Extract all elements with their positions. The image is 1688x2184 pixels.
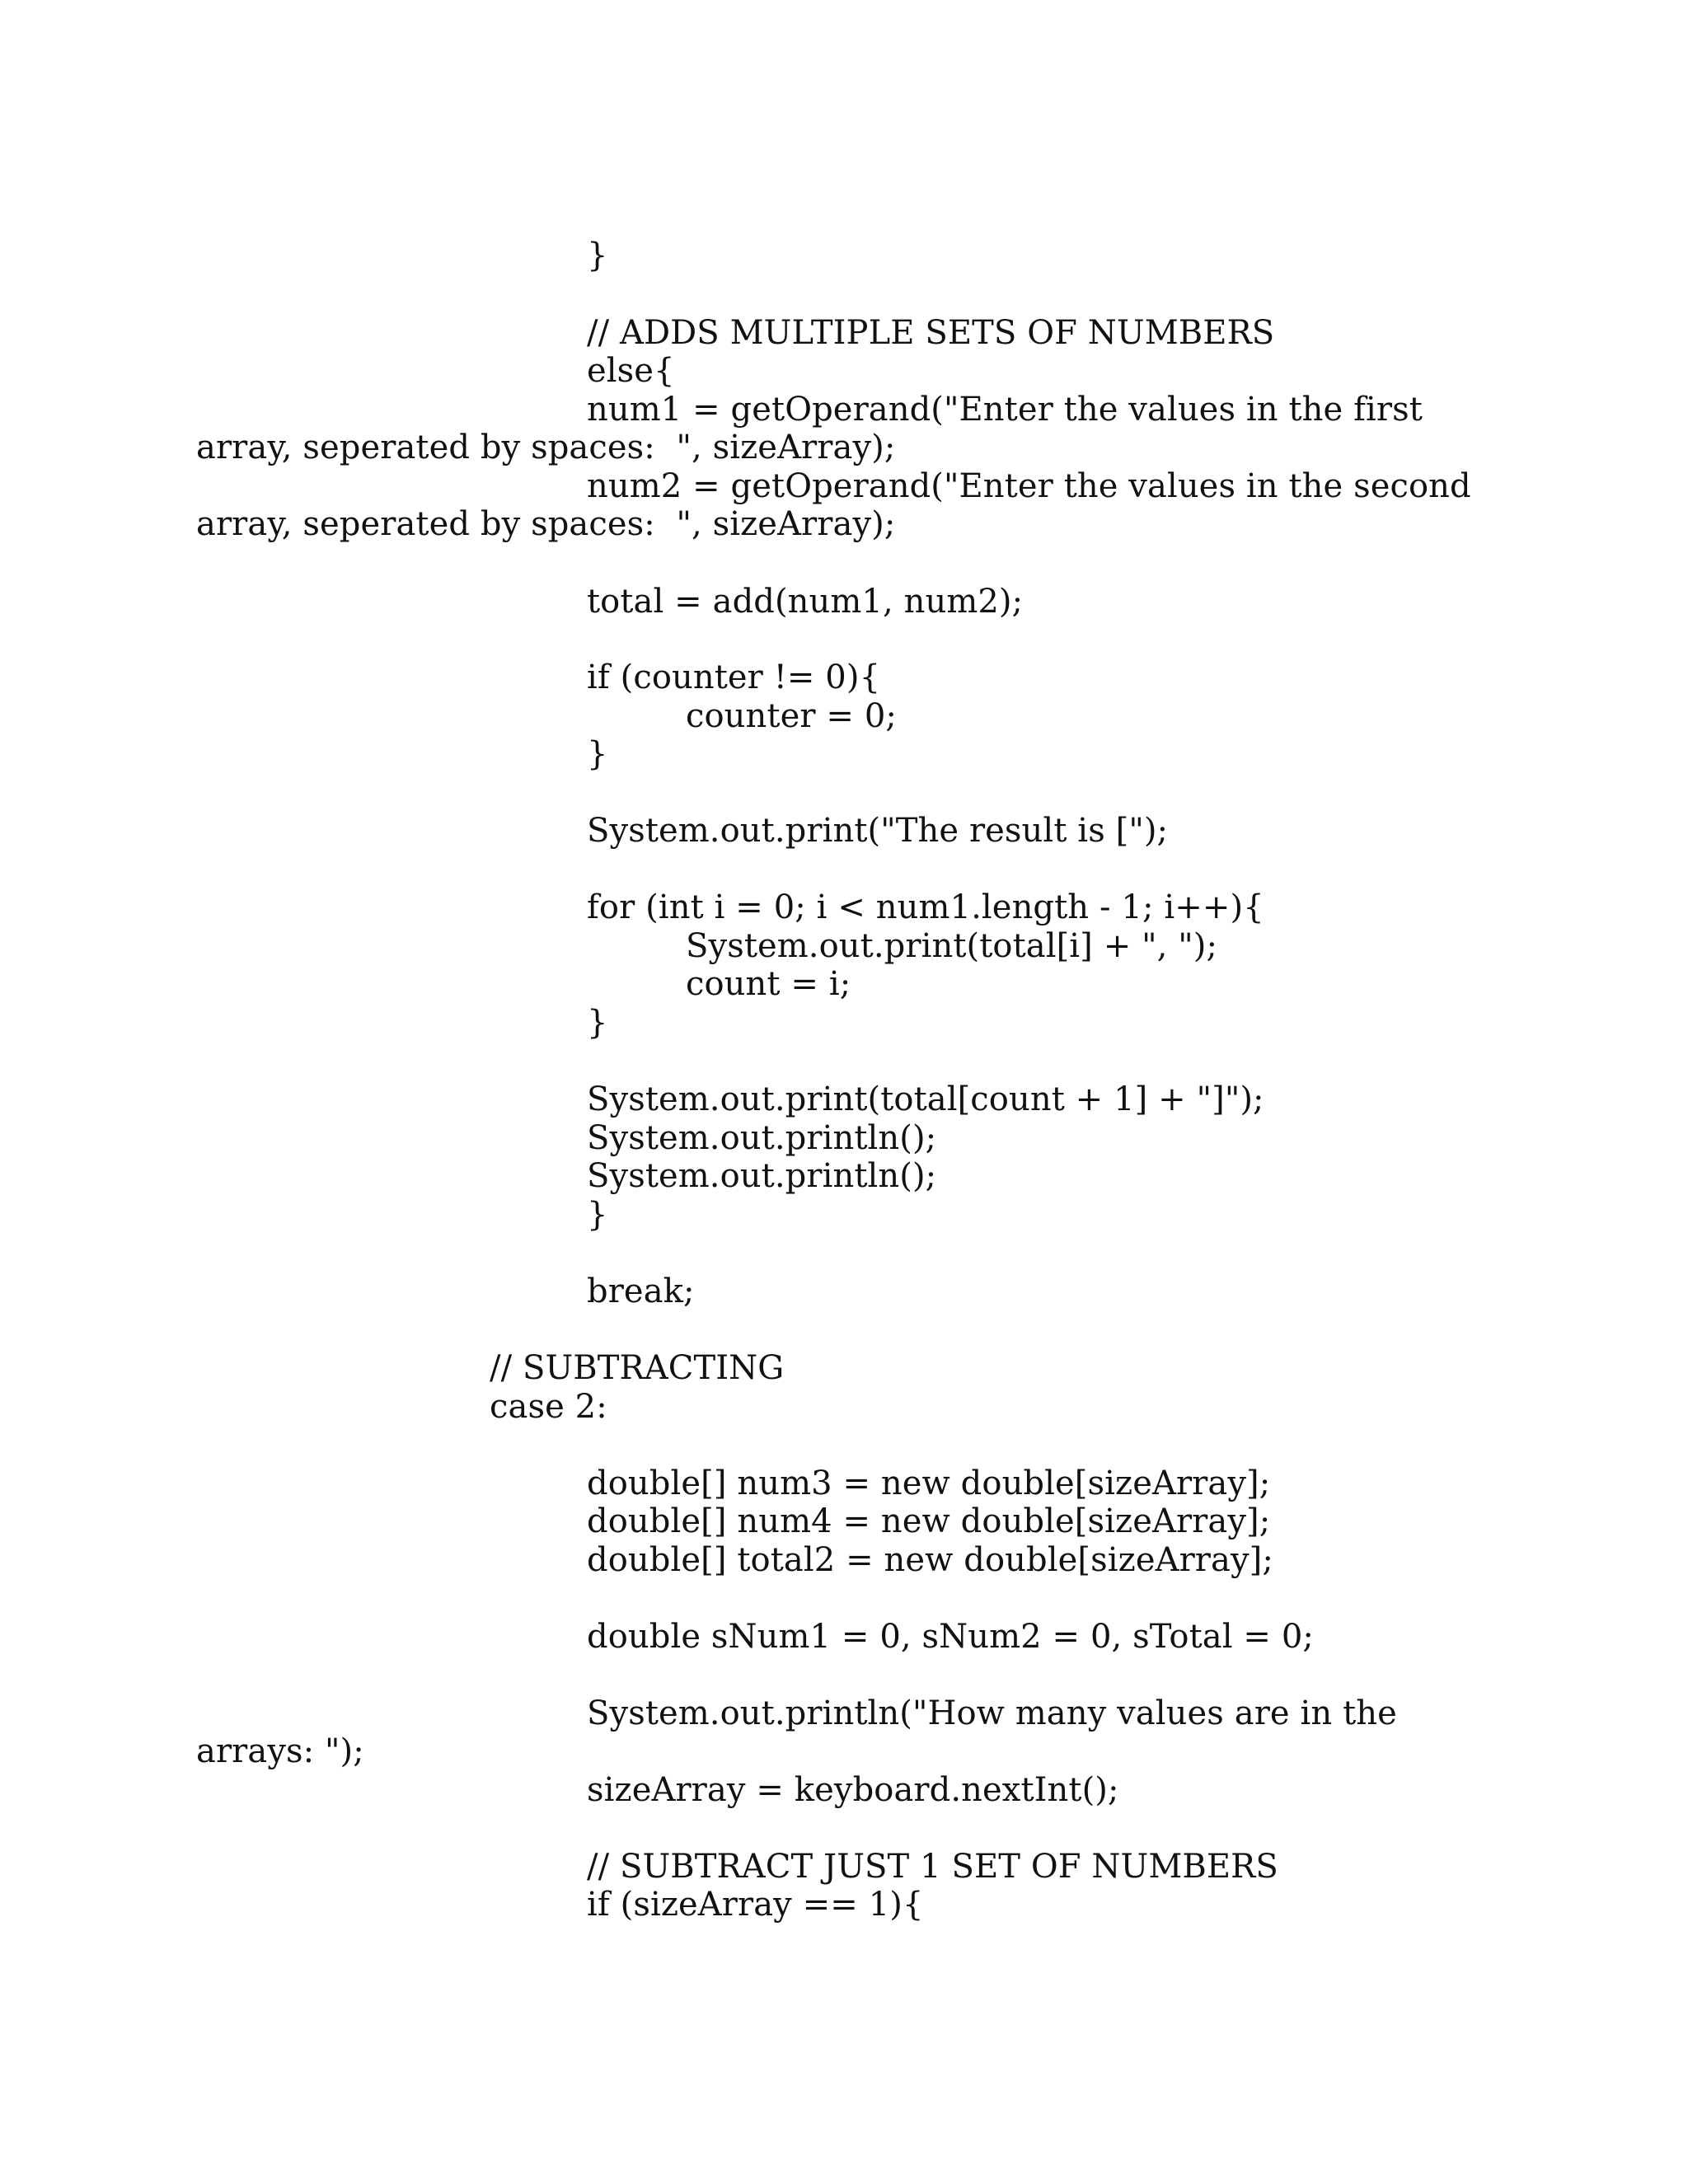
code-line-wrapped: array, seperated by spaces: ", sizeArray);	[196, 505, 896, 543]
code-line: double[] total2 = new double[sizeArray];	[587, 1541, 1273, 1579]
code-line: System.out.print(total[i] + ", ");	[686, 927, 1218, 965]
code-line: System.out.print("The result is [");	[587, 812, 1169, 850]
code-line: double[] num4 = new double[sizeArray];	[587, 1502, 1271, 1540]
code-line: if (counter != 0){	[587, 658, 881, 696]
code-line: double[] num3 = new double[sizeArray];	[587, 1465, 1271, 1502]
code-line: System.out.print(total[count + 1] + "]");	[587, 1080, 1264, 1118]
code-line: counter = 0;	[686, 697, 897, 735]
code-line: }	[587, 1004, 608, 1042]
code-line-wrapped: arrays: ");	[196, 1732, 364, 1770]
code-line: }	[587, 735, 608, 773]
code-line: }	[587, 1196, 608, 1234]
code-line: num1 = getOperand("Enter the values in the first	[587, 391, 1423, 429]
code-line: double sNum1 = 0, sNum2 = 0, sTotal = 0;	[587, 1618, 1314, 1656]
code-comment: // SUBTRACTING	[490, 1349, 785, 1387]
code-line: if (sizeArray == 1){	[587, 1886, 924, 1924]
code-line: }	[587, 237, 608, 274]
code-line: break;	[587, 1272, 695, 1310]
code-comment: // SUBTRACT JUST 1 SET OF NUMBERS	[587, 1848, 1278, 1886]
code-line: for (int i = 0; i < num1.length - 1; i++){	[587, 888, 1264, 926]
code-comment: // ADDS MULTIPLE SETS OF NUMBERS	[587, 314, 1275, 352]
code-line: System.out.println("How many values are in the	[587, 1694, 1397, 1732]
code-line: total = add(num1, num2);	[587, 583, 1024, 621]
code-line: else{	[587, 352, 675, 390]
code-line-wrapped: array, seperated by spaces: ", sizeArray);	[196, 429, 896, 466]
code-line: count = i;	[686, 965, 851, 1003]
code-line: System.out.println();	[587, 1157, 937, 1195]
code-line: sizeArray = keyboard.nextInt();	[587, 1771, 1119, 1809]
code-line: case 2:	[490, 1388, 607, 1426]
code-line: System.out.println();	[587, 1119, 937, 1157]
code-line: num2 = getOperand("Enter the values in the second	[587, 467, 1471, 505]
